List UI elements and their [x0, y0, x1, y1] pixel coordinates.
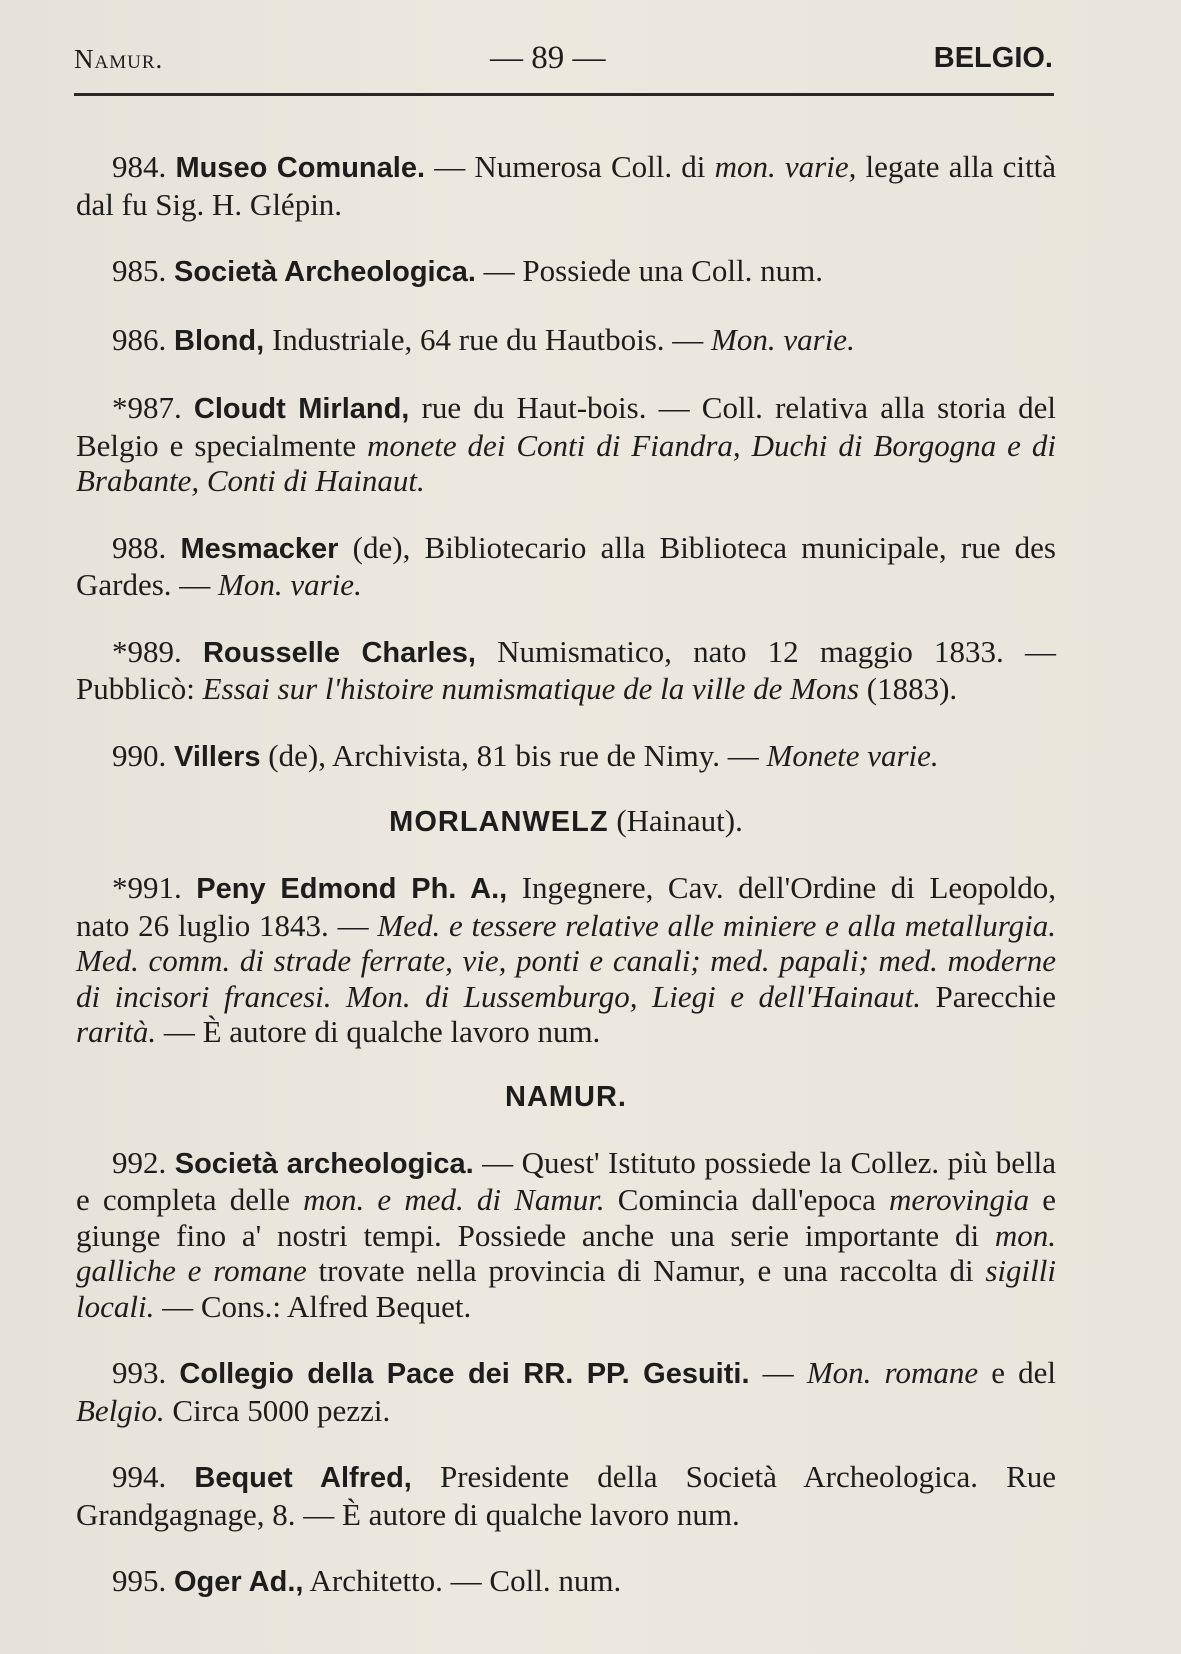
- page-number: — 89 —: [490, 40, 606, 76]
- entry: 988. Mesmacker (de), Bibliotecario alla Biblioteca municipale, rue des Gardes. — Mon. varie.: [76, 529, 1056, 602]
- entry: 985. Società Archeologica. — Possiede una Coll. num.: [112, 253, 823, 288]
- section-heading-namur: NAMUR.: [505, 1080, 627, 1113]
- entry: 994. Bequet Alfred, Presidente della Società Archeologica. Rue Grandgagnage, 8. — È autore di qualche lavoro num.: [76, 1459, 1057, 1532]
- entry: 993. Collegio della Pace dei RR. PP. Gesuiti. — Mon. romane e del Belgio. Circa 5000 pezzi.: [76, 1355, 1057, 1428]
- entry: *989. Rousselle Charles, Numismatico, nato 12 maggio 1833. — Pubblicò: Essai sur l'histoire numismatique de la ville de Mons (1883).: [76, 633, 1057, 706]
- entry: 992. Società archeologica. — Quest' Istituto possiede la Collez. più bella e completa delle mon. e med. di Namur. Comincia dall'epoca merovingia e giunge fino a' nostri tempi. Possiede anche una serie importante di mon. galliche e romane trovate nella provincia di Namur, e una raccolta di sigilli locali. — Cons.: Alfred Bequet.: [76, 1144, 1057, 1324]
- section-heading-morlanwelz: MORLANWELZ (Hainaut).: [389, 803, 743, 838]
- running-head-country: BELGIO.: [933, 42, 1053, 74]
- entry: 984. Museo Comunale. — Numerosa Coll. di mon. varie, legate alla città dal fu Sig. H. Glépin.: [76, 149, 1057, 222]
- running-head-city: Namur.: [74, 44, 164, 74]
- page-body: [76, 118, 1056, 1617]
- header-rule: [74, 93, 1054, 96]
- entry: 995. Oger Ad., Architetto. — Coll. num.: [112, 1563, 622, 1598]
- entry: *991. Peny Edmond Ph. A., Ingegnere, Cav. dell'Ordine di Leopoldo, nato 26 luglio 1843. — Med. e tessere relative alle miniere e alla metallurgia. Med. comm. di strade ferrate, vie, ponti e canali; med. papali; med. moderne di incisori francesi. Mon. di Lussemburgo, Liegi e dell'Hainaut. Parecchie rarità. — È autore di qualche lavoro num.: [76, 870, 1056, 1049]
- entry: 990. Villers (de), Archivista, 81 bis rue de Nimy. — Monete varie.: [112, 737, 939, 773]
- entry: *987. Cloudt Mirland, rue du Haut-bois. — Coll. relativa alla storia del Belgio e specialmente monete dei Conti di Fiandra, Duchi di Borgogna e di Brabante, Conti di Hainaut.: [76, 390, 1057, 498]
- entry: 986. Blond, Industriale, 64 rue du Hautbois. — Mon. varie.: [112, 321, 855, 357]
